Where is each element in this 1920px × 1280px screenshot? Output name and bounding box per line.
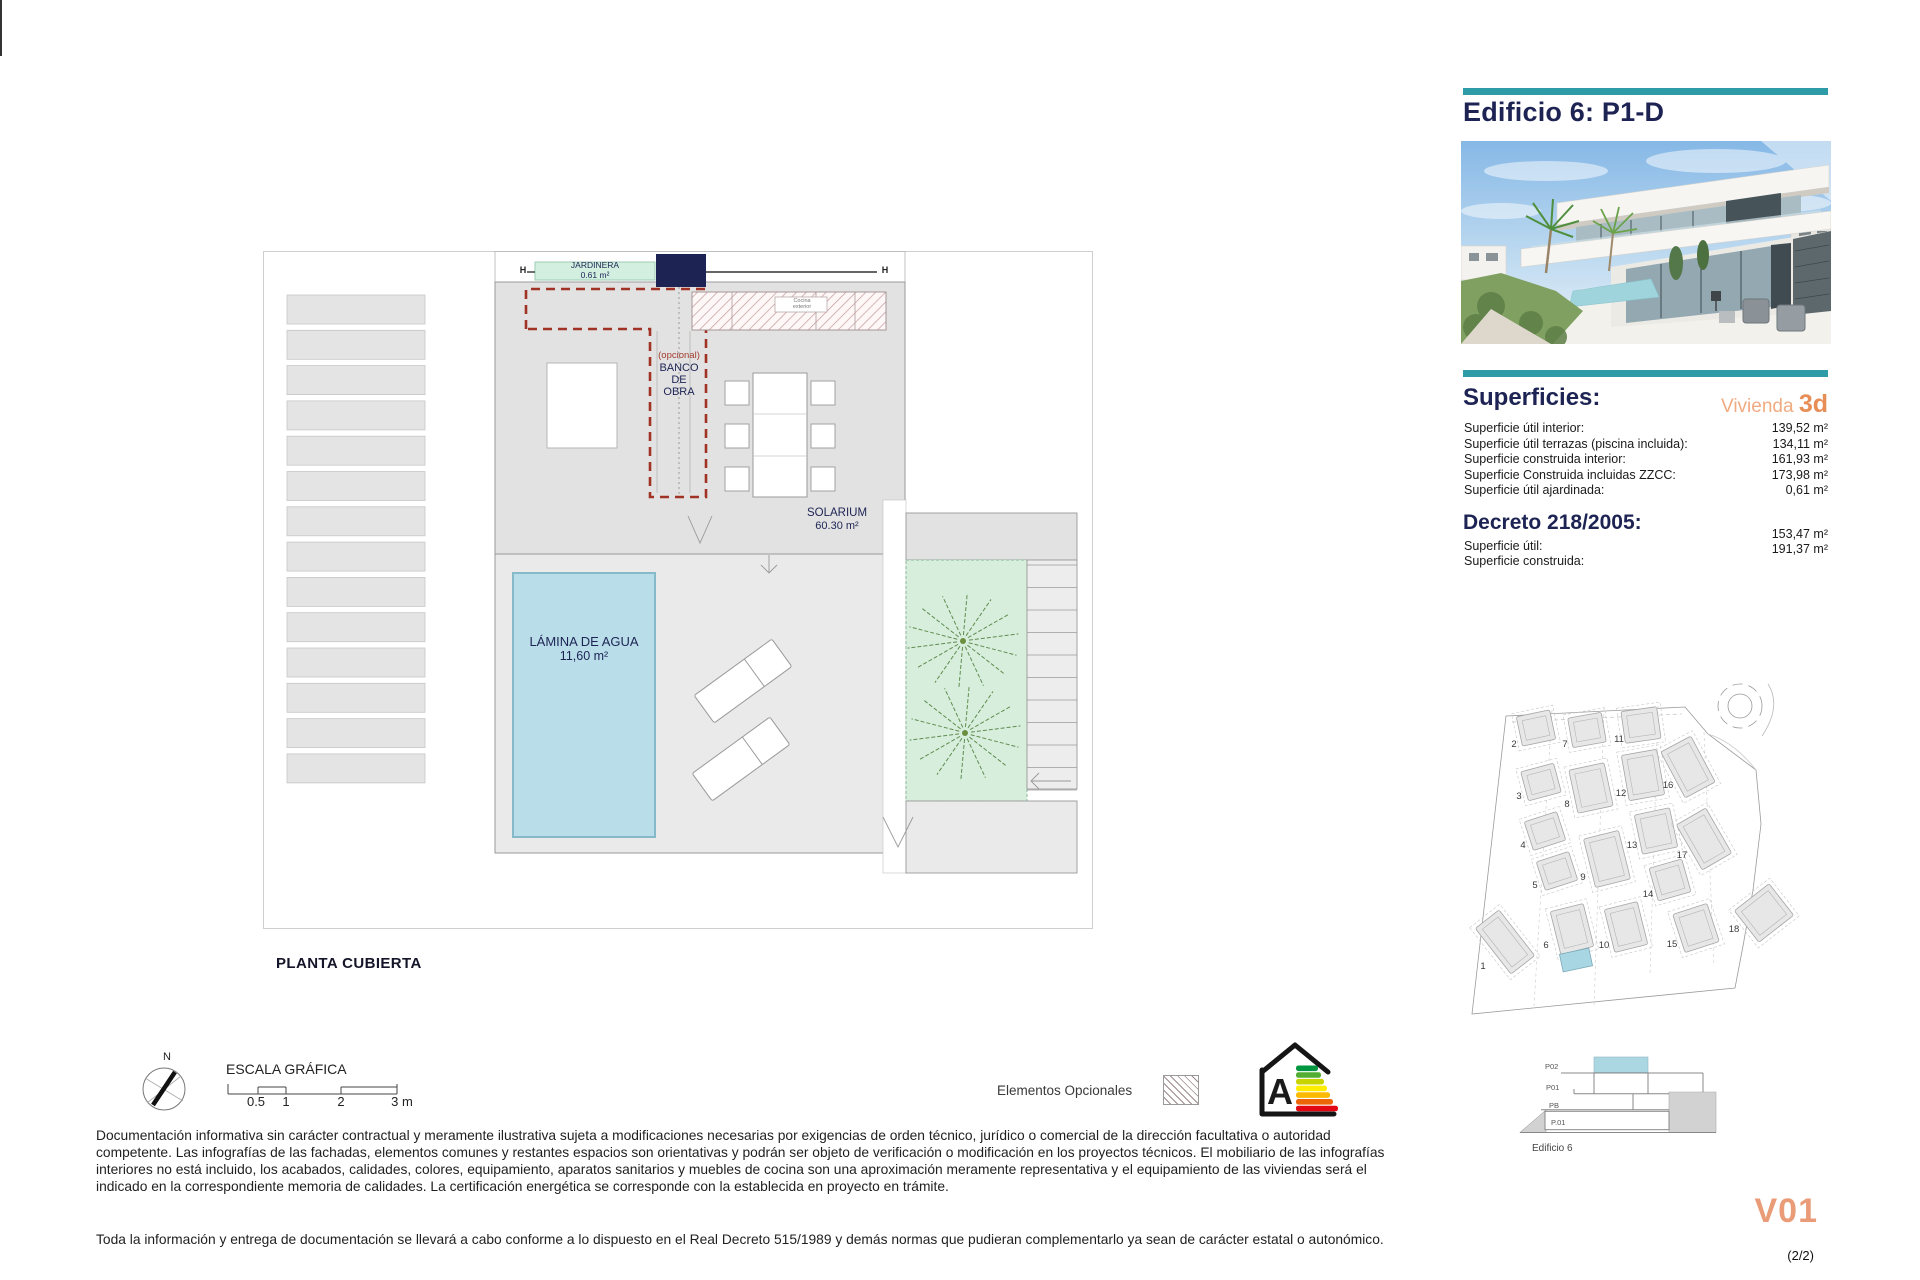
energy-bars [1296,1066,1338,1112]
version-label: V01 [1754,1192,1818,1230]
optional-bench-label: (opcional) BANCO DE OBRA [658,350,700,398]
site-unit-number: 2 [1511,739,1517,750]
site-unit-number: 1 [1480,961,1486,972]
teal-divider-top [1463,88,1828,95]
table-row: Superficie útil ajardinada: 0,61 m² [1464,483,1828,498]
site-unit-number: 11 [1614,734,1624,745]
site-unit-number: 8 [1564,799,1570,810]
decreto-heading: Decreto 218/2005: [1463,511,1642,534]
teal-divider-mid [1463,370,1828,377]
unit-type-label [1721,390,1828,419]
floor-label: PB [1549,1101,1560,1110]
skylight [547,363,617,448]
plan-title: PLANTA CUBIERTA [276,955,422,972]
energy-rating-icon [1246,1038,1338,1122]
scale-title: ESCALA GRÁFICA [226,1061,347,1077]
site-unit-number: 10 [1598,940,1610,951]
table-row: Superficie Construida incluidas ZZCC: 173,98 m² [1464,467,1828,482]
energy-letter: A [1267,1071,1293,1112]
site-unit-number: 4 [1520,840,1526,851]
floor-label: P.01 [1551,1118,1566,1127]
site-unit-number: 5 [1532,880,1538,891]
highlighted-floor [1594,1057,1648,1073]
solarium-label: SOLARIUM 60.30 m² [806,507,868,532]
scale-tick: 3 m [391,1094,413,1109]
site-unit-number: 14 [1642,889,1654,900]
site-unit-number: 6 [1543,940,1549,951]
site-building [1655,731,1720,804]
site-plan-map [1452,676,1834,1032]
site-building [1626,803,1682,859]
jardinera-label: JARDINERA 0.61 m² [570,260,620,280]
decreto-label: Superficie construida: [1464,554,1585,568]
site-unit-number: 3 [1516,791,1522,802]
table [753,373,807,497]
hatch-swatch [1163,1075,1199,1105]
surfaces-heading: Superficies: [1463,384,1601,411]
page-title: Edificio 6: P1-D [1463,97,1665,127]
table-row: Superficie útil interior: 139,52 m² [1464,421,1828,435]
compass [137,1046,193,1116]
disclaimer-paragraph-2: Toda la información y entrega de documentación se llevará a cabo conforme a lo dispuesto en el Real Decreto 515/1989 y demás normas que pudieran complementarlo ya sean de carácter estatal o autonómico. [96,1232,1384,1247]
decreto-label: Superficie útil: [1464,539,1543,553]
site-unit-number: 13 [1626,840,1638,851]
site-building [1729,878,1800,948]
pool-label: LÁMINA DE AGUA 11,60 m² [529,634,639,663]
page-edge-line [0,0,2,56]
scale-tick: 1 [282,1094,290,1109]
surfaces-table [1464,421,1828,499]
site-building [1519,806,1571,855]
outdoor-kitchen-label: Cocina exterior [792,298,812,310]
site-building [1579,826,1636,893]
optional-elements-label: Elementos Opcionales [997,1083,1133,1098]
disclaimer-paragraph-1: Documentación informativa sin carácter contractual y meramente ilustrativa sujeta a modificaciones necesarias por exigencias de orden técnico, jurídico o comercial de la dirección facultativa o autoridad competente. Las infografías de las fachadas, elementos comunes y restantes espacios son orientativas y podrán ser objeto de verificación o modificación en los proyectos técnicos. El mobiliario de las infografías interiores no está incluido, los acabados, calidades, colores, equipamiento, aparatos sanitarios y muebles de cocina son una aproximación meramente representativa y el equipamiento de las viviendas será el indicado en la correspondiente memoria de calidades. La certificación energética se corresponde con la establecida en proyecto en trámite. [96,1128,1385,1194]
dim-marker-right: H [881,265,889,275]
site-building [1531,846,1586,895]
site-unit-number: 17 [1676,850,1688,861]
scale-tick: 0.5 [246,1094,266,1109]
scale-tick: 2 [337,1094,345,1109]
stairs [1027,560,1077,789]
dim-marker-left: H [519,265,527,275]
site-building [1545,899,1598,960]
site-unit-number: 9 [1580,872,1586,883]
site-building [1516,758,1566,806]
compass-needle [153,1072,175,1105]
table-row: Superficie útil terrazas (piscina incluida): 134,11 m² [1464,436,1828,451]
floor-label: P02 [1545,1062,1559,1071]
vivienda-word: Vivienda [1720,396,1794,417]
pool [513,573,655,837]
site-building [1564,758,1618,818]
decreto-value: 153,47 m² [1771,527,1828,541]
floor-label: P01 [1546,1083,1560,1092]
compass-n-label: N [163,1051,171,1063]
site-unit-number: 12 [1615,788,1627,799]
building-label: Edificio 6 [1532,1143,1573,1154]
chimney-box [656,254,706,287]
site-unit-number: 7 [1562,739,1568,750]
site-building [1512,705,1561,751]
table-row: Superficie construida interior: 161,93 m² [1464,452,1828,467]
villa-render-image [1461,141,1831,344]
vivienda-type: 3d [1798,390,1828,418]
page-number: (2/2) [1787,1248,1814,1263]
decreto-value: 191,37 m² [1771,542,1828,556]
site-unit-number: 16 [1662,780,1674,791]
site-unit-number: 15 [1666,939,1678,950]
site-unit-number: 18 [1728,924,1740,935]
